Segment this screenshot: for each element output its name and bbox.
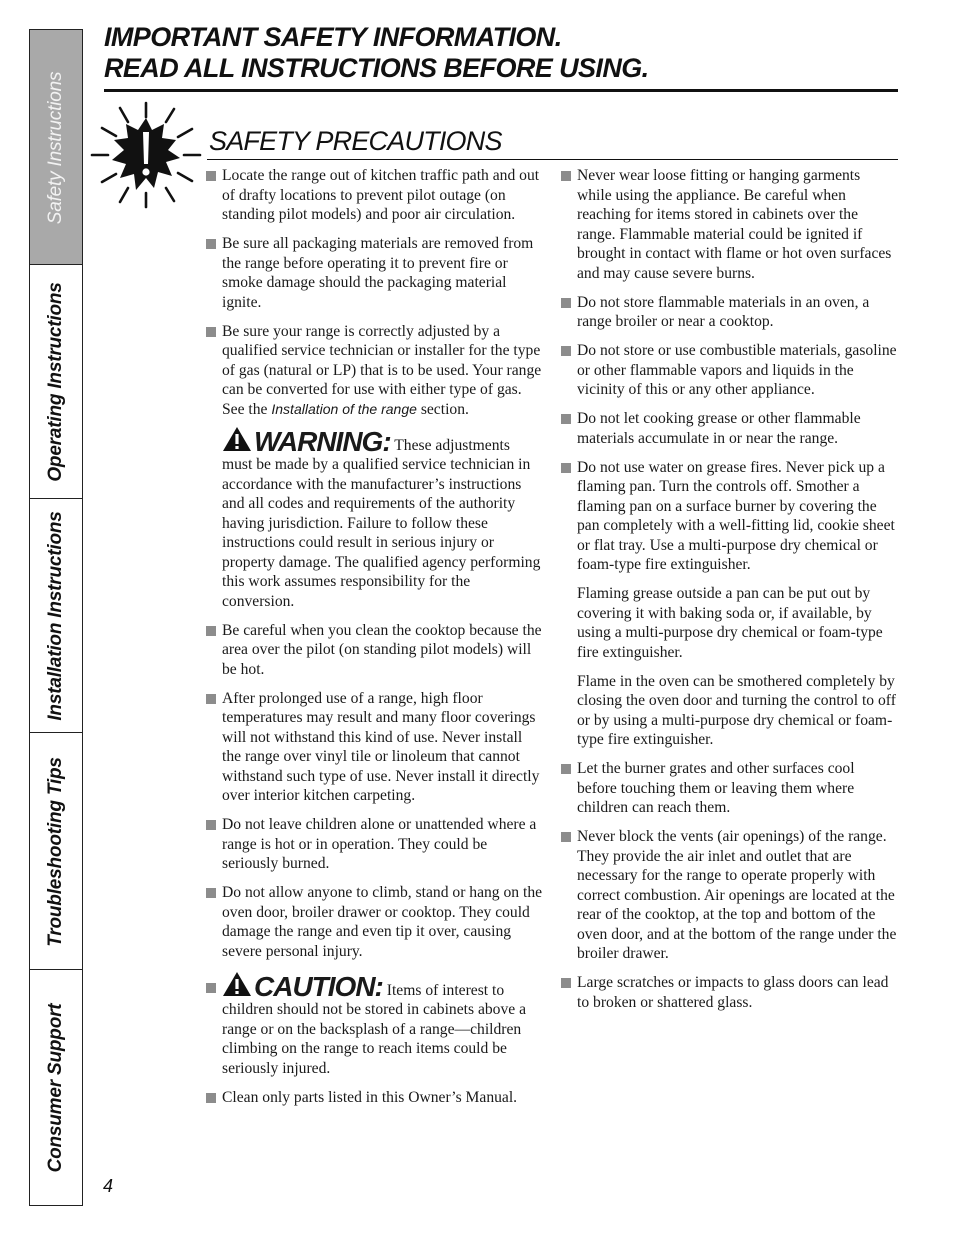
list-item — [561, 973, 898, 1012]
square-bullet-icon — [561, 298, 571, 308]
item-text: Be careful when you clean the cooktop because the area over the pilot (on standing pilot models) will be hot. — [222, 621, 542, 678]
section-divider — [207, 159, 898, 160]
item-text: Be sure all packaging materials are removed from the range before operating it to prevent fire or smoke damage should the packaging material ignite. — [222, 235, 534, 311]
page-number: 4 — [103, 1176, 114, 1196]
list-item — [561, 166, 898, 283]
tab-installation-instructions[interactable] — [29, 498, 83, 734]
list-item — [206, 883, 544, 961]
item-text: Never wear loose fitting or hanging garments while using the appliance. Be careful when reaching for items stored in cabinets over the range. Flammable material could be ignited if brought in contact with flame or hot oven surfaces and may cause severe burns. — [577, 167, 892, 282]
list-item — [206, 1088, 544, 1108]
list-item — [561, 827, 898, 964]
list-item — [206, 689, 544, 806]
page-header — [104, 22, 898, 84]
tab-label: Operating Instructions — [45, 282, 66, 482]
caution-label: CAUTION: — [254, 970, 383, 1002]
warning-text: These adjustments must be made by a qualified service technician in accordance with the manufacturer’s instructions and all codes and requirements of the authority having jurisdiction. Failure to follow these instructions could result in serious injury or property damage. The qualified agency performing this work assumes responsibility for the conversion. — [222, 436, 541, 610]
item-text: Do not allow anyone to climb, stand or hang on the oven door, broiler drawer or cooktop. They could damage the range and even tip it over, causing severe personal injury. — [222, 884, 543, 960]
tab-label: Installation Instructions — [45, 511, 66, 721]
square-bullet-icon — [561, 171, 571, 181]
item-text: Do not leave children alone or unattended where a range is hot or in operation. They could be seriously burned. — [222, 816, 537, 872]
tab-label: Troubleshooting Tips — [45, 756, 66, 947]
item-text: Do not use water on grease fires. Never pick up a flaming pan. Turn the controls off. Smother a flaming pan on a surface burner by covering the pan completely with a well-fitting lid, cookie sheet or flat tray. Use a multi-purpose dry chemical or foam-type fire extinguisher. — [577, 458, 895, 573]
item-text: Do not let cooking grease or other flammable materials accumulate in or near the range. — [577, 410, 861, 447]
right-column — [561, 166, 898, 1022]
square-bullet-icon — [206, 1093, 216, 1103]
header-line-1: IMPORTANT SAFETY INFORMATION. — [104, 22, 562, 52]
square-bullet-icon — [206, 171, 216, 181]
warning-triangle-icon — [222, 426, 252, 452]
warning-triangle-icon — [222, 971, 252, 997]
paragraph: Flame in the oven can be smothered completely by closing the oven door and turning the control to off or by using a multi-purpose dry chemical or foam-type fire extinguisher. — [577, 672, 896, 748]
list-item — [561, 759, 898, 818]
square-bullet-icon — [561, 414, 571, 424]
item-text: Let the burner grates and other surfaces cool before touching them or leaving them where children can reach them. — [577, 760, 855, 816]
square-bullet-icon — [206, 888, 216, 898]
square-bullet-icon — [206, 983, 216, 993]
caution-block — [206, 971, 544, 1079]
square-bullet-icon — [561, 463, 571, 473]
installation-reference: Installation of the range — [271, 400, 417, 417]
list-item — [561, 409, 898, 448]
item-text: Large scratches or impacts to glass doors can lead to broken or shattered glass. — [577, 974, 889, 1011]
square-bullet-icon — [206, 327, 216, 337]
item-text: After prolonged use of a range, high floor temperatures may result and many floor coverings will not withstand this kind of use. Never install the range over vinyl tile or linoleum that cannot withstand such type of use. Never install it directly over interior kitchen carpeting. — [222, 689, 540, 804]
square-bullet-icon — [561, 764, 571, 774]
left-column — [206, 166, 544, 1117]
list-item — [561, 341, 898, 400]
header-divider — [104, 89, 898, 92]
list-item — [206, 166, 544, 225]
item-text: Locate the range out of kitchen traffic path and out of drafty locations to prevent pilot outage (on standing pilot models) and poor air circulation. — [222, 167, 540, 223]
tab-safety-instructions[interactable] — [29, 29, 83, 266]
list-item — [206, 621, 544, 680]
warning-label: WARNING: — [254, 425, 391, 457]
list-item — [206, 815, 544, 874]
item-text: Do not store flammable materials in an oven, a range broiler or near a cooktop. — [577, 293, 870, 330]
side-tab-nav — [29, 29, 83, 1205]
tab-label: Consumer Support — [45, 1003, 66, 1172]
item-text: section. — [416, 400, 469, 418]
tab-label: Safety Instructions — [45, 71, 66, 224]
list-item — [561, 293, 898, 332]
section-title: SAFETY PRECAUTIONS — [209, 126, 502, 156]
item-text: Never block the vents (air openings) of the range. They provide the air inlet and outlet that are necessary for the range to operate properly with correct combustion. Air openings are located at the rear of the cooktop, at the top and bottom of the oven door, and at the bottom of the range under the broiler drawer. — [577, 828, 897, 962]
tab-consumer-support[interactable] — [29, 969, 83, 1206]
list-item — [206, 234, 544, 312]
list-item — [206, 322, 544, 420]
item-text: Clean only parts listed in this Owner’s Manual. — [222, 1088, 518, 1106]
header-line-2: READ ALL INSTRUCTIONS BEFORE USING. — [104, 53, 649, 83]
square-bullet-icon — [206, 626, 216, 636]
item-text: Do not store or use combustible materials, gasoline or other flammable vapors and liquids in the vicinity of this or any other appliance. — [577, 342, 897, 398]
tab-operating-instructions[interactable] — [29, 264, 83, 500]
square-bullet-icon — [206, 239, 216, 249]
caution-text: Items of interest to children should not be stored in cabinets above a range or on the backsplash of a range—children climbing on the range to reach items could be seriously injured. — [222, 981, 526, 1077]
square-bullet-icon — [561, 346, 571, 356]
exclamation-burst-icon — [90, 100, 202, 210]
square-bullet-icon — [561, 832, 571, 842]
square-bullet-icon — [206, 820, 216, 830]
paragraph: Flaming grease outside a pan can be put out by covering it with baking soda or, if available, by using a multi-purpose dry chemical or foam-type fire extinguisher. — [577, 585, 883, 661]
square-bullet-icon — [561, 978, 571, 988]
tab-troubleshooting-tips[interactable] — [29, 732, 83, 971]
warning-block — [206, 426, 544, 612]
item-text: Be sure your range is correctly adjusted by a qualified service technician or installer for the type of gas (natural or LP) that is to be used. Your range can be converted for use with either type of gas. See the — [222, 322, 542, 418]
square-bullet-icon — [206, 694, 216, 704]
list-item — [561, 458, 898, 575]
